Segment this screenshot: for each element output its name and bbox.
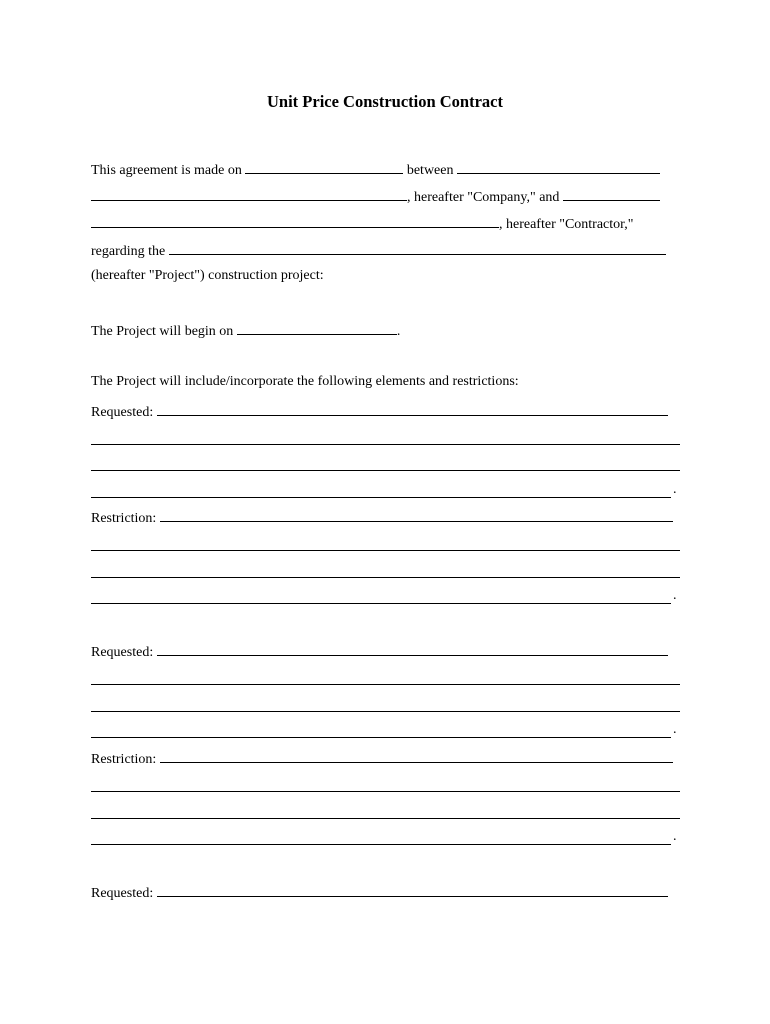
- intro-line-5: [91, 267, 324, 285]
- restriction-2-blank[interactable]: [160, 748, 673, 763]
- restriction-1-line: [91, 507, 673, 525]
- restriction-1-rule-3[interactable]: [91, 603, 671, 604]
- restriction-1-blank[interactable]: [160, 507, 673, 522]
- company-name-continued-blank[interactable]: [91, 186, 407, 201]
- begin-date-line: [91, 320, 400, 338]
- contractor-name-blank[interactable]: [563, 186, 660, 201]
- intro-line-1: [91, 159, 660, 177]
- requested-2-line: [91, 641, 668, 659]
- restriction-1-rule-1[interactable]: [91, 550, 680, 551]
- requested-1-blank[interactable]: [157, 401, 668, 416]
- restriction-1-rule-2[interactable]: [91, 577, 680, 578]
- requested-2-rule-3[interactable]: [91, 737, 671, 738]
- intro-line-3: [91, 213, 633, 231]
- begin-date-period: .: [396, 324, 401, 339]
- requested-2-period: .: [673, 722, 677, 737]
- between-label: between: [406, 163, 454, 178]
- regarding-the-label: regarding the: [91, 244, 166, 259]
- restriction-2-line: [91, 748, 673, 766]
- requested-1-rule-2[interactable]: [91, 470, 680, 471]
- requested-1-rule-1[interactable]: [91, 444, 680, 445]
- contractor-name-continued-blank[interactable]: [91, 213, 499, 228]
- begin-date-label: The Project will begin on: [91, 324, 234, 339]
- agreement-made-on-label: This agreement is made on: [91, 163, 242, 178]
- restriction-2-rule-3[interactable]: [91, 844, 671, 845]
- hereafter-project-label: (hereafter "Project") construction project:: [91, 268, 324, 283]
- requested-2-rule-2[interactable]: [91, 711, 680, 712]
- restriction-2-label: Restriction:: [91, 752, 157, 767]
- intro-line-2: [91, 186, 660, 204]
- hereafter-company-label: , hereafter "Company," and: [407, 190, 560, 205]
- requested-1-label: Requested:: [91, 405, 154, 420]
- restriction-2-rule-2[interactable]: [91, 818, 680, 819]
- requested-3-blank[interactable]: [157, 882, 668, 897]
- elements-intro-line: [91, 373, 519, 391]
- restriction-2-period: .: [673, 829, 677, 844]
- restriction-1-label: Restriction:: [91, 511, 157, 526]
- company-name-blank[interactable]: [457, 159, 660, 174]
- project-description-blank[interactable]: [169, 240, 666, 255]
- requested-1-period: .: [673, 482, 677, 497]
- elements-intro-text: The Project will include/incorporate the following elements and restrictions:: [91, 374, 519, 389]
- requested-1-rule-3[interactable]: [91, 497, 671, 498]
- restriction-2-rule-1[interactable]: [91, 791, 680, 792]
- hereafter-contractor-label: , hereafter "Contractor,": [499, 217, 634, 232]
- begin-date-blank[interactable]: [237, 320, 397, 335]
- requested-3-label: Requested:: [91, 886, 154, 901]
- requested-2-rule-1[interactable]: [91, 684, 680, 685]
- requested-2-label: Requested:: [91, 645, 154, 660]
- document-title: Unit Price Construction Contract: [267, 92, 503, 111]
- requested-3-line: [91, 882, 668, 900]
- agreement-date-blank[interactable]: [245, 159, 403, 174]
- requested-1-line: [91, 401, 668, 419]
- restriction-1-period: .: [673, 588, 677, 603]
- intro-line-4: [91, 240, 666, 258]
- requested-2-blank[interactable]: [157, 641, 668, 656]
